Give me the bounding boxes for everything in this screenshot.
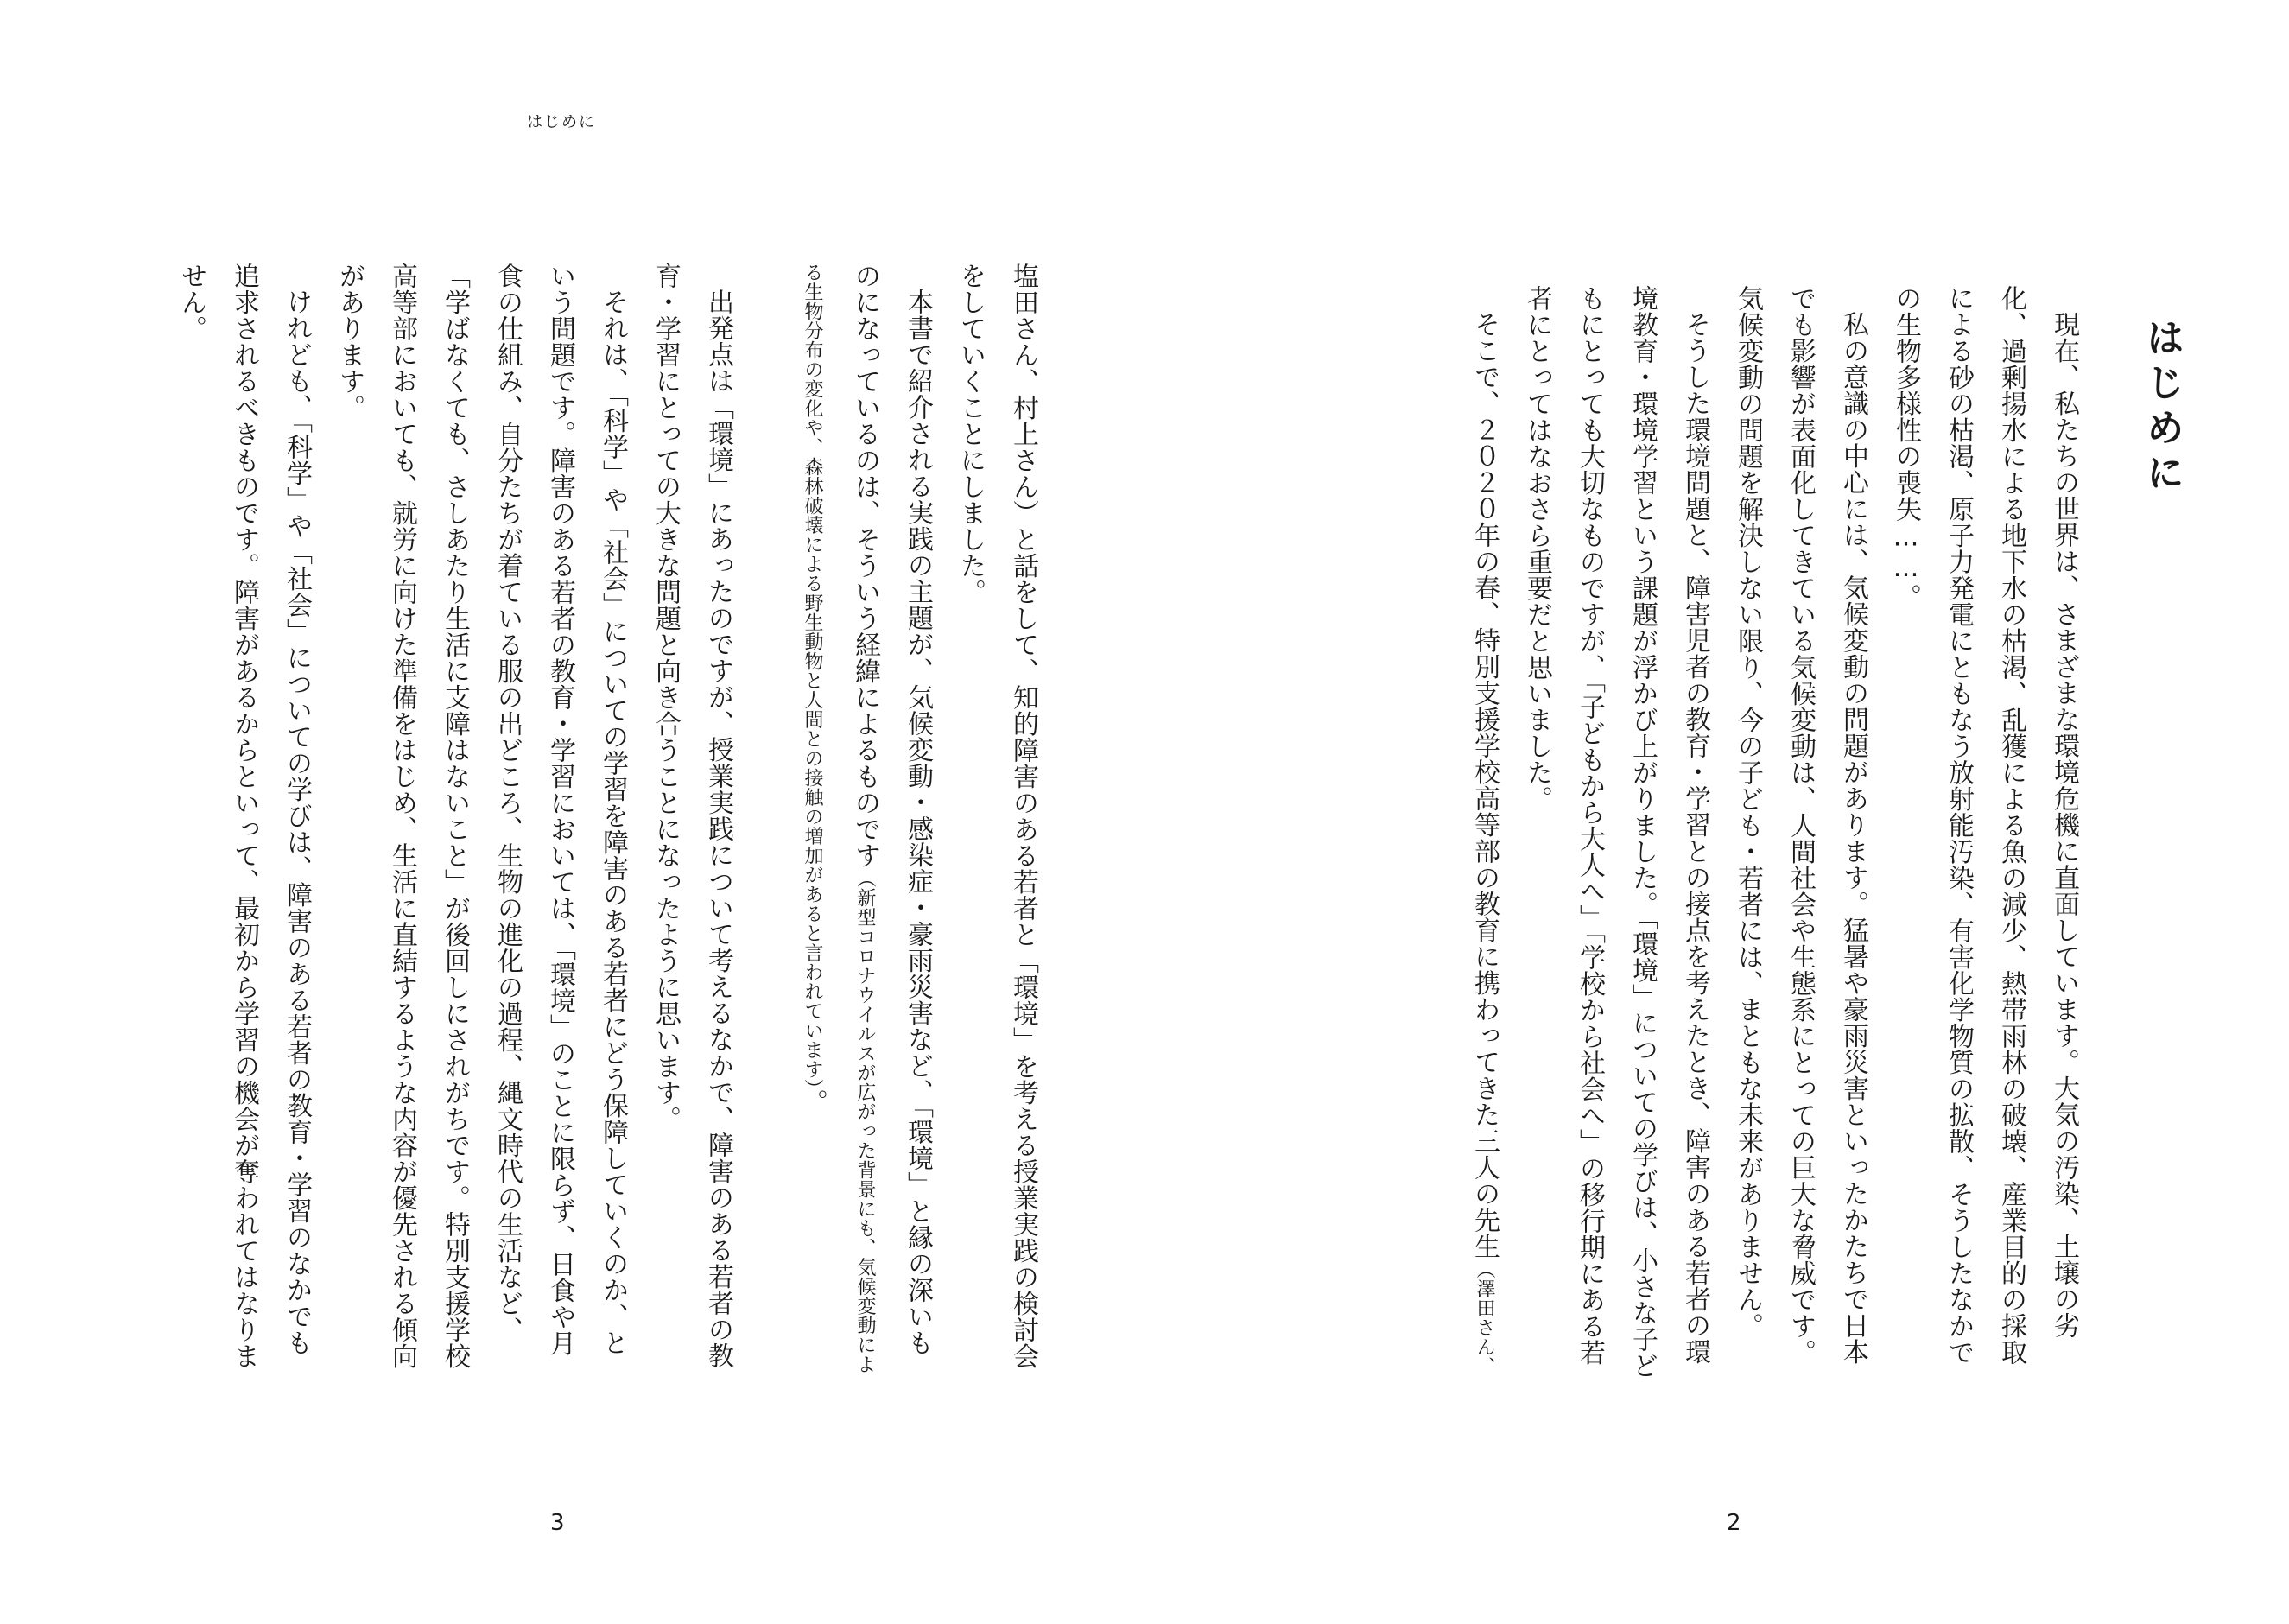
paragraph-note: （新型コロナウイルスが広がった背景にも、気候変動による生物分布の変化や、森林破壊による野生動物と人間との接触の増加があると言われています） [802, 263, 876, 1374]
paragraph-text: そこで、２０２０年の春、特別支援学校高等部の教育に携わってきた三人の先生 [1469, 311, 1500, 1259]
right-page-body [1175, 285, 2090, 1382]
left-page [0, 0, 1144, 1624]
paragraph [944, 263, 1049, 1377]
chapter-heading: はじめに [2140, 318, 2184, 498]
right-page [1144, 0, 2289, 1624]
paragraph-text: それは、「科学」や「社会」についての学習を障害のある若者にどう保障していくのか、という問題です。障害のある若者の教育・学習においては、「環境」のことに限らず、日食や月食の仕組み、自分たちが着ている服の出どころ、生物の進化の過程、縄文時代の生活など、「学ばなくても、さしあたり生活に支障はないこと」が後回しにされがちです。特別支援学校高等部においても、就労に向けた準備をはじめ、生活に直結するような内容が優先される傾向があります。 [334, 263, 628, 1369]
paragraph-text: 本書で紹介される実践の主題が、気候変動・感染症・豪雨災害など、「環境」と縁の深いものになっているのは、そういう経緯によるものです [850, 263, 933, 1356]
paragraph-text-tail: 。 [797, 1088, 827, 1115]
paragraph [1722, 285, 1880, 1382]
paragraph [639, 263, 745, 1377]
paragraph-text: 出発点は「環境」にあったのですが、授業実践について考えるなかで、障害のある若者の教育・学習にとっての大きな問題と向き合うことになったように思います。 [650, 263, 733, 1369]
paragraph-note: （澤田さん、 [1474, 1259, 1495, 1376]
paragraph-text: 塩田さん、村上さん [1008, 263, 1038, 500]
paragraph [1458, 285, 1511, 1382]
paragraph [165, 263, 323, 1377]
left-page-body [117, 263, 1049, 1377]
paragraph-text: けれども、「科学」や「社会」についての学びは、障害のある若者の教育・学習のなかでも追求されるべきものです。障害があるからといって、最初から学習の機会が奪われてはなりません。 [176, 263, 312, 1369]
paragraph [1511, 285, 1722, 1382]
paragraph-text-tail: ）と話をして、知的障害のある若者と「環境」を考える授業実践の検討会をしていくことにしました。 [955, 263, 1038, 1369]
paragraph-text: 現在、私たちの世界は、さまざまな環境危機に直面しています。大気の汚染、土壌の劣化、過剰揚水による地下水の枯渇、乱獲による魚の減少、熱帯雨林の破壊、産業目的の採取による砂の枯渇、原子力発電にともなう放射能汚染、有害化学物質の拡散、そうしたなかでの生物多様性の喪失……。 [1891, 285, 2079, 1366]
paragraph [1880, 285, 2090, 1382]
paragraph-text: 私の意識の中心には、気候変動の問題があります。猛暑や豪雨災害といったかたちで日本でも影響が表面化してきている気候変動は、人間社会や生態系にとっての巨大な脅威です。気候変動の問題を解決しない限り、今の子ども・若者には、まともな未来がありません。 [1733, 285, 1868, 1366]
page-number: 3 [550, 1510, 565, 1536]
paragraph [786, 263, 944, 1377]
paragraph [323, 263, 639, 1377]
section-gap [745, 263, 786, 1377]
page-number: 2 [1727, 1510, 1741, 1536]
paragraph-text: そうした環境問題と、障害児者の教育・学習との接点を考えたとき、障害のある若者の環境教育・環境学習という課題が浮かび上がりました。「環境」についての学びは、小さな子どもにとっても大切なものですが、「子どもから大人へ」「学校から社会へ」の移行期にある若者にとってはなおさら重要だと思いました。 [1522, 285, 1710, 1379]
running-head: はじめに [527, 113, 596, 131]
